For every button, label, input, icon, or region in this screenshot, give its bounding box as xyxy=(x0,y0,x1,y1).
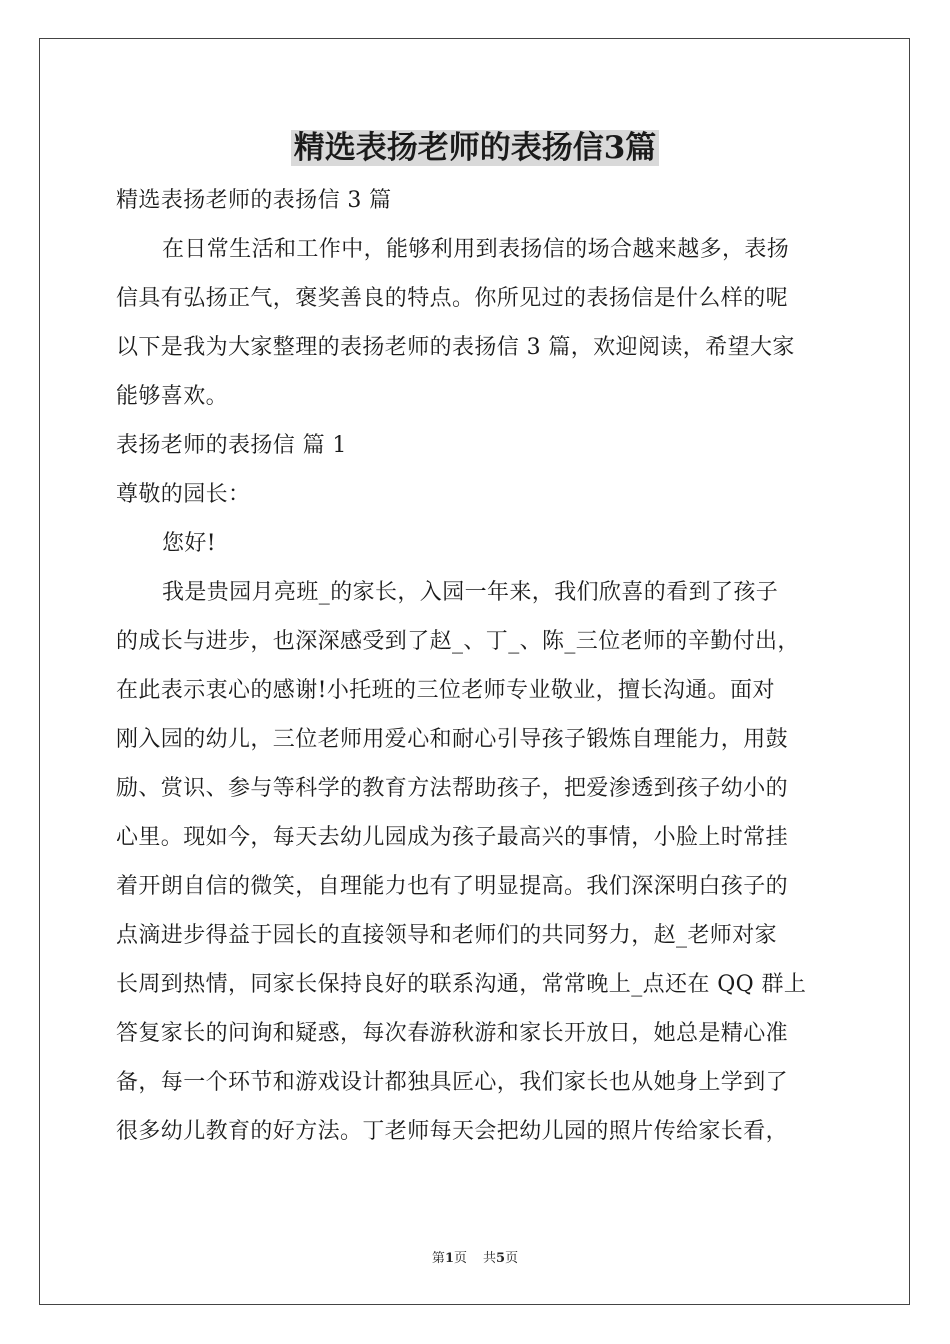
text-line: 心里。现如今，每天去幼儿园成为孩子最高兴的事情，小脸上时常挂 xyxy=(116,825,789,850)
text-line: 表扬老师的表扬信 篇 1 xyxy=(116,433,347,458)
document-title-text: 精选表扬老师的表扬信3篇 xyxy=(291,130,660,166)
document-body xyxy=(116,176,836,1156)
text-line: 在此表示衷心的感谢!小托班的三位老师专业敬业，擅长沟通。面对 xyxy=(116,678,775,703)
text-line: 长周到热情，同家长保持良好的联系沟通，常常晚上_点还在 QQ 群上 xyxy=(116,972,807,997)
text-line: 您好! xyxy=(162,531,217,556)
text-line: 励、赏识、参与等科学的教育方法帮助孩子，把爱渗透到孩子幼小的 xyxy=(116,776,789,801)
page-prefix: 第 xyxy=(431,1251,445,1266)
text-line: 以下是我为大家整理的表扬老师的表扬信 3 篇，欢迎阅读，希望大家 xyxy=(116,335,795,360)
page-suffix: 页 xyxy=(453,1251,467,1266)
total-page-number: 5 xyxy=(496,1251,506,1266)
text-line: 答复家长的问询和疑惑，每次春游秋游和家长开放日，她总是精心准 xyxy=(116,1021,789,1046)
page-footer xyxy=(0,1247,950,1266)
text-line: 备，每一个环节和游戏设计都独具匠心，我们家长也从她身上学到了 xyxy=(116,1070,789,1095)
text-line: 点滴进步得益于园长的直接领导和老师们的共同努力，赵_老师对家 xyxy=(116,923,778,948)
text-line: 信具有弘扬正气，褒奖善良的特点。你所见过的表扬信是什么样的呢 xyxy=(116,286,789,311)
text-line: 刚入园的幼儿，三位老师用爱心和耐心引导孩子锻炼自理能力，用鼓 xyxy=(116,727,789,752)
total-suffix: 页 xyxy=(505,1251,519,1266)
text-line: 我是贵园月亮班_的家长，入园一年来，我们欣喜的看到了孩子 xyxy=(162,580,779,605)
document-title xyxy=(0,124,950,172)
text-line: 精选表扬老师的表扬信 3 篇 xyxy=(116,188,392,213)
total-prefix: 共 xyxy=(483,1251,497,1266)
current-page-number: 1 xyxy=(444,1251,454,1266)
text-line: 的成长与进步，也深深感受到了赵_、丁_、陈_三位老师的辛勤付出， xyxy=(116,629,800,654)
text-line: 着开朗自信的微笑，自理能力也有了明显提高。我们深深明白孩子的 xyxy=(116,874,789,899)
text-line: 能够喜欢。 xyxy=(116,384,229,409)
text-line: 尊敬的园长： xyxy=(116,482,251,507)
text-line: 很多幼儿教育的好方法。丁老师每天会把幼儿园的照片传给家长看， xyxy=(116,1119,789,1144)
text-line: 在日常生活和工作中，能够利用到表扬信的场合越来越多，表扬 xyxy=(162,237,790,262)
